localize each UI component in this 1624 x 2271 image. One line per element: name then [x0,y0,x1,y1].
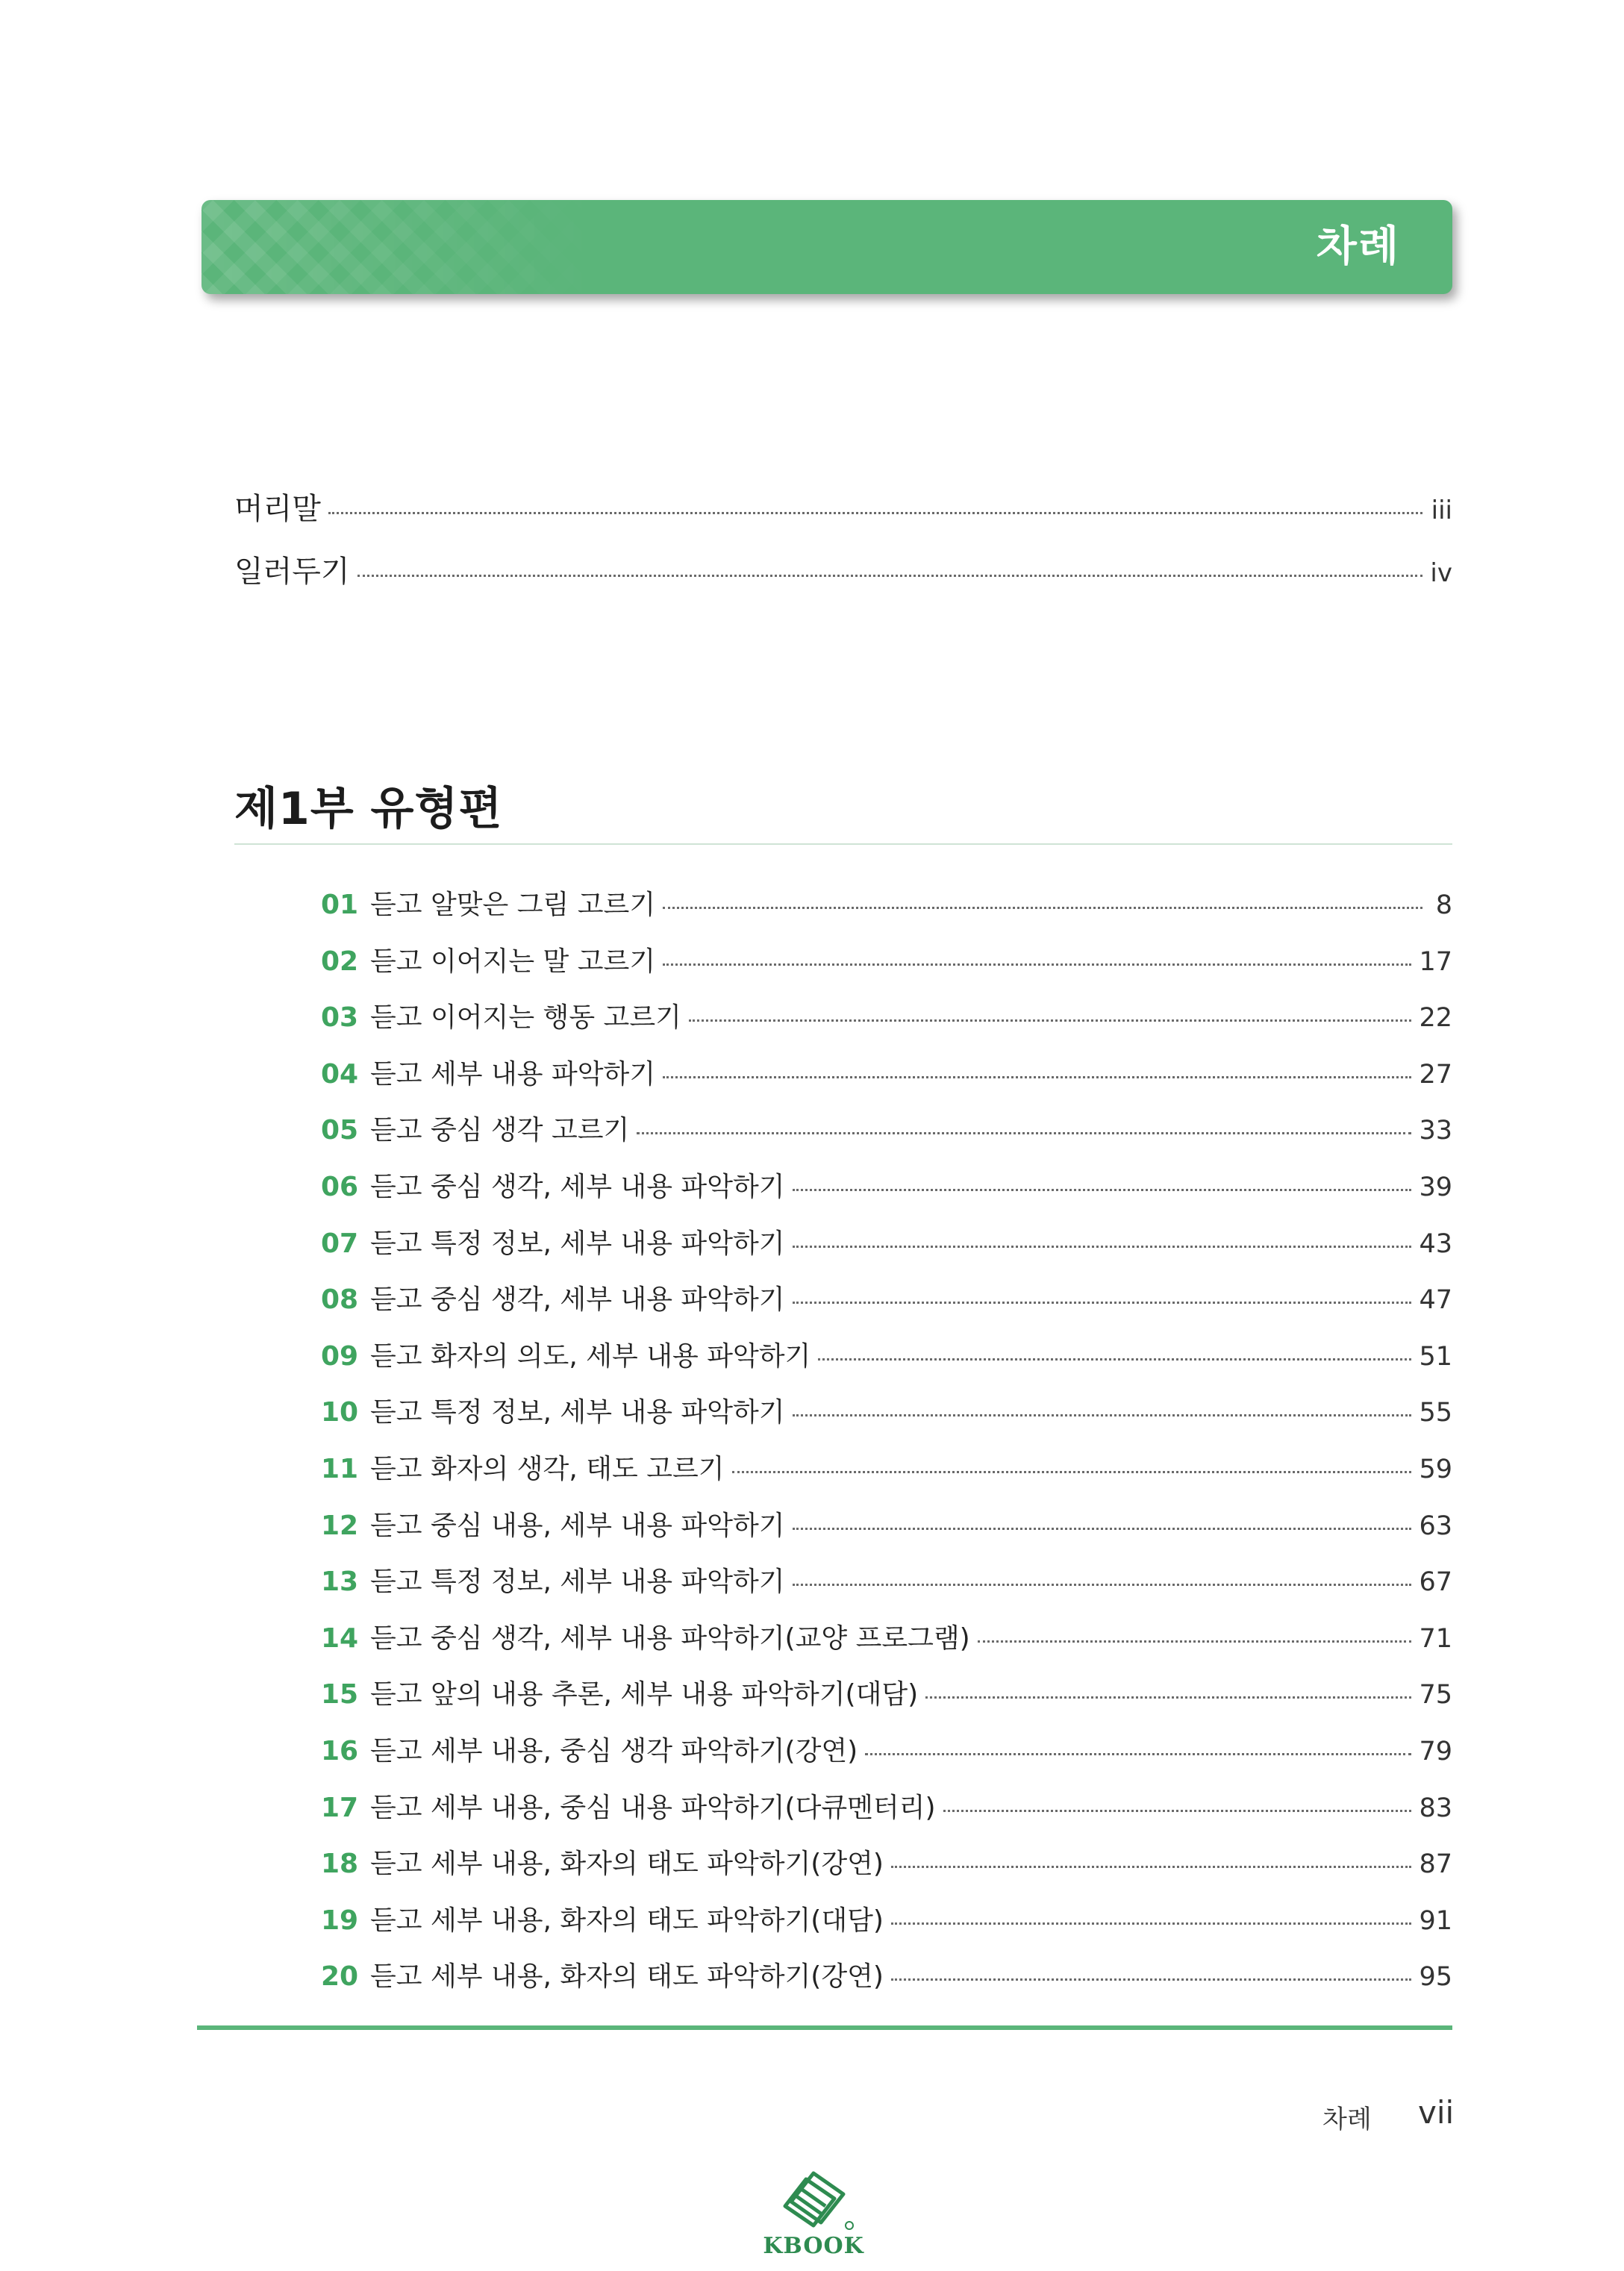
chapter-title: 듣고 이어지는 행동 고르기 [370,1002,681,1034]
chapter-title: 듣고 특정 정보, 세부 내용 파악하기 [370,1397,785,1428]
chapter-title: 듣고 앞의 내용 추론, 세부 내용 파악하기(대담) [370,1679,919,1711]
toc-chapter-entry[interactable] [321,1109,1452,1166]
chapter-title: 듣고 중심 생각, 세부 내용 파악하기 [370,1284,785,1316]
chapter-number: 06 [321,1171,359,1202]
toc-chapter-entry[interactable] [321,996,1452,1053]
toc-chapter-entry[interactable] [321,1787,1452,1843]
chapter-page: 33 [1419,1116,1452,1146]
dot-leader [793,1246,1412,1248]
chapter-title: 듣고 세부 내용, 중심 생각 파악하기(강연) [370,1735,858,1766]
chapter-number: 03 [321,1002,359,1034]
toc-chapter-entry[interactable] [321,884,1452,940]
chapter-title: 듣고 중심 생각 고르기 [370,1115,630,1146]
dot-leader [357,575,1422,577]
chapter-title: 듣고 화자의 생각, 태도 고르기 [370,1453,725,1484]
chapter-page: 59 [1419,1454,1452,1484]
dot-leader [793,1528,1412,1530]
chapter-number: 11 [321,1453,359,1484]
chapter-number: 01 [321,890,359,920]
book-icon [761,2164,866,2239]
dot-leader [637,1132,1411,1134]
chapter-title: 듣고 세부 내용 파악하기 [370,1058,656,1090]
chapter-page: 22 [1419,1003,1452,1034]
chapter-page: 17 [1419,946,1452,977]
publisher-logo [761,2164,866,2261]
dot-leader [663,963,1411,966]
toc-chapter-entry[interactable] [321,1955,1452,2012]
chapter-number: 09 [321,1340,359,1372]
front-matter-list [234,485,1452,610]
toc-entry-guide[interactable] [234,548,1452,610]
chapter-page: 39 [1419,1172,1452,1202]
dot-leader [793,1584,1412,1586]
chapter-page: 87 [1419,1849,1452,1880]
chapter-page: 55 [1419,1398,1452,1428]
dot-leader [818,1358,1411,1361]
chapter-number: 02 [321,946,359,977]
toc-entry-title: 일러두기 [234,555,350,589]
toc-chapter-entry[interactable] [321,940,1452,997]
chapter-page: 63 [1419,1511,1452,1541]
bottom-divider [197,2025,1452,2030]
chapter-title: 듣고 세부 내용, 화자의 태도 파악하기(대담) [370,1905,884,1936]
chapter-page: 71 [1419,1623,1452,1654]
chapter-number: 17 [321,1792,359,1823]
chapter-title: 듣고 세부 내용, 화자의 태도 파악하기(강연) [370,1961,884,1993]
chapter-number: 05 [321,1115,359,1146]
dot-leader [865,1753,1411,1755]
dot-leader [689,1019,1412,1022]
toc-chapter-entry[interactable] [321,1335,1452,1392]
chapter-page: 8 [1435,890,1452,920]
chapter-page: 27 [1419,1059,1452,1090]
chapter-number: 18 [321,1849,359,1880]
chapter-number: 13 [321,1566,359,1598]
chapter-page: 83 [1419,1793,1452,1823]
chapter-page: 91 [1419,1905,1452,1936]
chapter-number: 08 [321,1284,359,1316]
chapter-number: 16 [321,1735,359,1766]
chapter-number: 10 [321,1397,359,1428]
chapter-number: 19 [321,1905,359,1936]
running-footer-label: 차례 [1322,2105,1372,2134]
logo-text: KBOOK [763,2233,864,2259]
chapter-title: 듣고 특정 정보, 세부 내용 파악하기 [370,1228,785,1259]
chapter-page: 67 [1419,1567,1452,1598]
part-heading: 제1부 유형편 [234,783,503,835]
chapter-title: 듣고 특정 정보, 세부 내용 파악하기 [370,1566,785,1598]
dot-leader [663,1076,1411,1078]
chapter-title: 듣고 알맞은 그림 고르기 [370,890,656,920]
dot-leader [732,1471,1412,1473]
chapter-number: 14 [321,1622,359,1654]
toc-chapter-entry[interactable] [321,1617,1452,1674]
chapter-page: 43 [1419,1228,1452,1259]
dot-leader [793,1302,1412,1304]
toc-chapter-entry[interactable] [321,1278,1452,1335]
toc-chapter-entry[interactable] [321,1448,1452,1505]
chapter-list [321,884,1452,2012]
dot-leader [943,1810,1412,1812]
page-title: 차례 [1316,222,1400,271]
chapter-page: 75 [1419,1680,1452,1711]
toc-entry-preface[interactable] [234,485,1452,548]
chapter-page: 79 [1419,1736,1452,1766]
toc-chapter-entry[interactable] [321,1561,1452,1617]
chapter-title: 듣고 세부 내용, 화자의 태도 파악하기(강연) [370,1849,884,1880]
dot-leader [925,1696,1411,1699]
header-banner [202,200,1452,294]
chapter-title: 듣고 중심 생각, 세부 내용 파악하기(교양 프로그램) [370,1622,970,1654]
toc-entry-page: iv [1430,558,1452,588]
part-divider [234,843,1452,845]
dot-leader [793,1189,1412,1191]
toc-entry-page: iii [1431,496,1452,525]
chapter-page: 47 [1419,1285,1452,1316]
chapter-page: 95 [1419,1962,1452,1993]
chapter-title: 듣고 중심 내용, 세부 내용 파악하기 [370,1510,785,1541]
toc-chapter-entry[interactable] [321,1222,1452,1279]
chapter-number: 07 [321,1228,359,1259]
dot-leader [891,1866,1412,1868]
toc-chapter-entry[interactable] [321,1053,1452,1110]
dot-leader [328,512,1422,514]
chapter-number: 04 [321,1058,359,1090]
chapter-title: 듣고 중심 생각, 세부 내용 파악하기 [370,1171,785,1202]
toc-chapter-entry[interactable] [321,1730,1452,1787]
toc-chapter-entry[interactable] [321,1391,1452,1448]
page-number: vii [1418,2094,1455,2131]
banner-pattern-overlay [202,200,605,294]
toc-chapter-entry[interactable] [321,1505,1452,1561]
dot-leader [663,907,1422,909]
dot-leader [891,1922,1412,1925]
chapter-number: 12 [321,1510,359,1541]
chapter-title: 듣고 세부 내용, 중심 내용 파악하기(다큐멘터리) [370,1792,936,1823]
toc-chapter-entry[interactable] [321,1843,1452,1899]
toc-chapter-entry[interactable] [321,1899,1452,1956]
toc-chapter-entry[interactable] [321,1166,1452,1222]
chapter-number: 15 [321,1679,359,1711]
chapter-title: 듣고 화자의 의도, 세부 내용 파악하기 [370,1340,811,1372]
dot-leader [978,1640,1412,1643]
chapter-page: 51 [1419,1341,1452,1372]
chapter-number: 20 [321,1961,359,1993]
toc-chapter-entry[interactable] [321,1673,1452,1730]
chapter-title: 듣고 이어지는 말 고르기 [370,946,656,977]
toc-entry-title: 머리말 [234,492,321,526]
dot-leader [793,1414,1412,1416]
dot-leader [891,1978,1412,1981]
